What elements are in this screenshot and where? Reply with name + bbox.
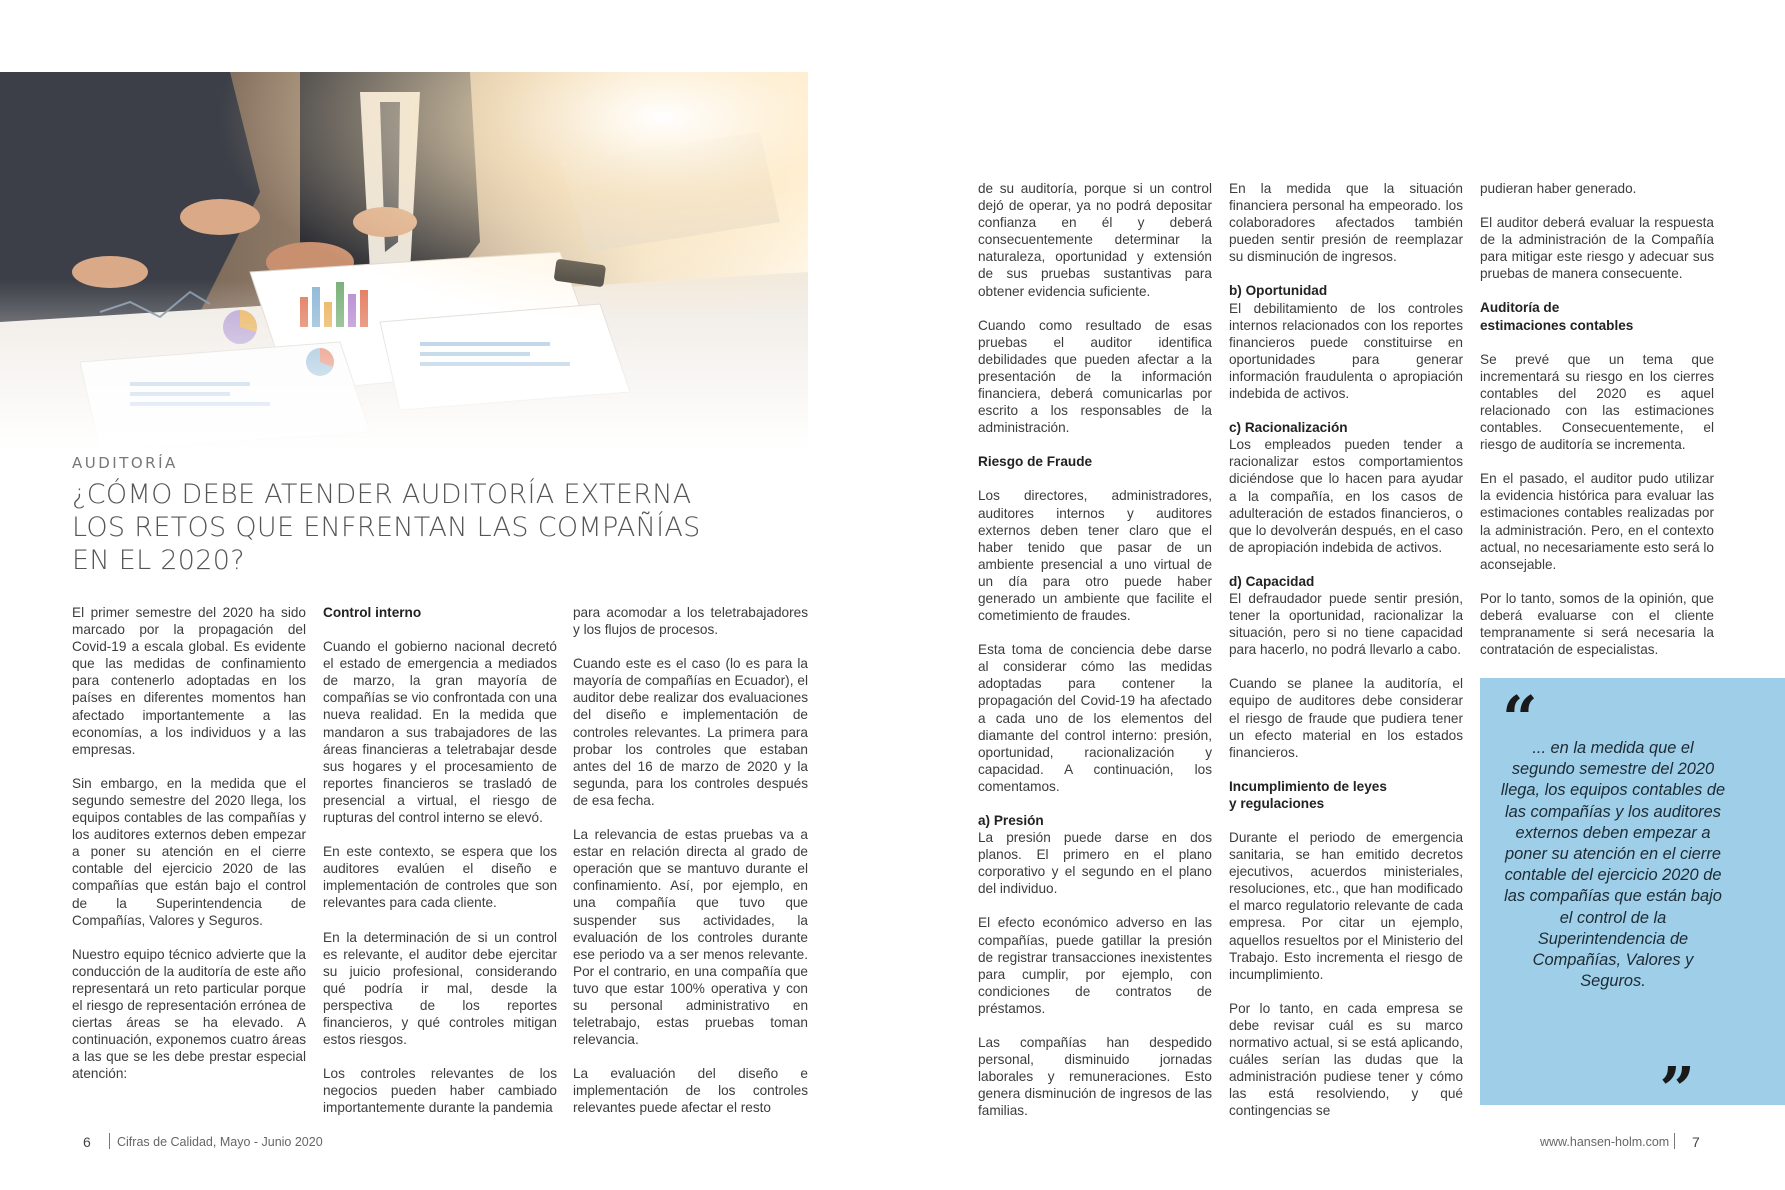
paragraph: El defraudador puede sentir presión, tener la oportunidad, racionalizar la situación, pero si no tiene capacidad para hacerlo, no podrá llevarlo a cabo. [1229, 590, 1463, 658]
paragraph: Por lo tanto, somos de la opinión, que deberá evaluarse con el cliente tempranamente si será necesaria la contratación de especialistas. [1480, 590, 1714, 658]
paragraph: Los empleados pueden tender a racionalizar estos comportamientos diciéndose que lo hacen para ayudar a la compañía, en los casos de adulteración de estados financieros, o que lo devolverán después, en el caso de apropiación indebida de activos. [1229, 437, 1463, 555]
paragraph: La presión puede darse en dos planos. El primero en el plano corporativo y el segundo en el plano del individuo. [978, 830, 1212, 897]
subheading: Riesgo de Fraude [978, 454, 1093, 470]
article-column-4 [978, 180, 1212, 1137]
pull-quote-box [1480, 678, 1785, 1126]
section-label: AUDITORÍA [72, 454, 178, 472]
subheading: c) Racionalización [1229, 420, 1348, 436]
paragraph: En el pasado, el auditor pudo utilizar la evidencia histórica para evaluar las estimaciones contables realizadas por la administración. Pero, en el contexto actual, no necesariamente esto será lo aconsejable. [1480, 471, 1714, 572]
paragraph: Se prevé que un tema que incrementará su riesgo en los cierres contables del 2020 es aquel relacionado con las estimaciones contables. Consecuentemente, el riesgo de auditoría se incrementa. [1480, 351, 1714, 453]
article-headline: ¿CÓMO DEBE ATENDER AUDITORÍA EXTERNA LOS RETOS QUE ENFRENTAN LAS COMPAÑÍAS EN EL 2020? [72, 479, 701, 576]
paragraph: pudieran haber generado. [1480, 181, 1637, 196]
paragraph: de su auditoría, porque si un control dejó de operar, ya no podrá depositar confianza en él y deberá consecuentemente determinar la naturaleza, oportunidad y extensión de sus pruebas sustantivas para obtener evidencia suficiente. [978, 181, 1212, 299]
footer-divider [1674, 1133, 1675, 1149]
paragraph: Cuando este es el caso (lo es para la mayoría de compañías en Ecuador), el auditor debe realizar dos evaluaciones del diseño e implementación de controles relevantes. La primera para probar los controles que estaban antes del 16 de marzo de 2020 y la segunda, para los controles después de esa fecha. [573, 656, 808, 808]
hero-photo [0, 72, 808, 450]
article-column-6 [1480, 180, 1714, 675]
paragraph: El debilitamiento de los controles internos relacionados con los reportes financieros puede constituirse en oportunidades para generar información fraudulenta o apropiación indebida de activos. [1229, 300, 1463, 402]
paragraph: para acomodar a los teletrabajadores y los flujos de procesos. [573, 605, 808, 638]
paragraph: Esta toma de conciencia debe darse al considerar cómo las medidas adoptadas para contener la propagación del Covid-19 ha afectado a cada uno de los elementos del diamante del control interno: presión, oportunidad, racionalización y capacidad. A continuación, los comentamos. [978, 642, 1212, 794]
paragraph: En este contexto, se espera que los auditores evalúen el diseño e implementación de controles que son relevantes para cada cliente. [323, 844, 557, 911]
subheading: estimaciones contables [1480, 317, 1634, 333]
paragraph: Los directores, administradores, auditores internos y auditores externos deben tener claro que el haber tenido que pasar de un ambiente presencial a uno virtual de un día para otro puede haber generado un ambiente que facilite el cometimiento de fraudes. [978, 488, 1212, 624]
subheading: a) Presión [978, 813, 1044, 828]
paragraph: Cuando el gobierno nacional decretó el estado de emergencia a mediados de marzo, la gran mayoría de compañías se vio confrontada con una nueva realidad. En la medida que mandaron a sus trabajadores de las áreas financieras a teletrabajar desde sus hogares y el procesamiento de reportes financieros se trasladó de presencial a virtual, el riesgo de rupturas del control interno se elevó. [323, 639, 557, 826]
paragraph: Por lo tanto, en cada empresa se debe revisar cuál es su marco normativo actual, si se está aplicando, cuáles serían las dudas que la administración pudiese tener y cómo las está resolviendo, y qué contingencias se [1229, 1000, 1463, 1119]
paragraph: Las compañías han despedido personal, disminuido jornadas laborales y remuneraciones. Esto genera disminución de ingresos de las familias. [978, 1035, 1212, 1119]
paragraph: El efecto económico adverso en las compañías, puede gatillar la presión de registrar transacciones inexistentes para cumplir, por ejemplo, con condiciones de contratos de préstamos. [978, 915, 1212, 1016]
subheading: Incumplimiento de leyes [1229, 778, 1387, 794]
paragraph: En la medida que la situación financiera personal ha empeorado. los colaboradores afectados también pueden sentir presión de reemplazar su disminución de ingresos. [1229, 181, 1463, 265]
paragraph: Cuando como resultado de esas pruebas el auditor identifica debilidades que pueden afectar a la presentación de la información financiera, deberá comunicarlas por escrito a los responsables de la administración. [978, 317, 1212, 436]
pull-quote-text: ... en la medida que el segundo semestre del 2020 llega, los equipos contables de las compañías y los auditores externos deben empezar a poner su atención en el cierre contable del ejercicio 2020 de las compañías que están bajo el control de la Superintendencia de Compañías, Valores y Seguros. [1500, 739, 1726, 991]
publication-name: Cifras de Calidad, Mayo - Junio 2020 [117, 1135, 323, 1149]
paragraph: Cuando se planee la auditoría, el equipo de auditores debe considerar el riesgo de fraude que pudiera tener un efecto material en los estados financieros. [1229, 676, 1463, 760]
paragraph: Sin embargo, en la medida que el segundo semestre del 2020 llega, los equipos contables de las compañías y los auditores externos deben empezar a poner su atención en el cierre contable del ejercicio 2020 de las compañías que están bajo el control de la Superintendencia de Compañías, Valores y Seguros. [72, 775, 306, 928]
article-column-1 [72, 604, 306, 1099]
page-number-right: 7 [1692, 1134, 1700, 1150]
subheading: Control interno [323, 605, 422, 620]
article-column-2 [323, 604, 557, 1133]
article-column-3 [573, 604, 808, 1134]
website-link[interactable]: www.hansen-holm.com [1540, 1135, 1670, 1149]
paragraph: Nuestro equipo técnico advierte que la conducción de la auditoría de este año representará un reto particular porque el riesgo de representación errónea de ciertas áreas se ha elevado. A continuación, exponemos cuatro áreas a las que se les debe prestar especial atención: [72, 946, 306, 1082]
page-number-left: 6 [83, 1134, 91, 1150]
paragraph: El primer semestre del 2020 ha sido marcado por la propagación del Covid-19 a escala global. Es evidente que las medidas de confinamiento para contenerlo adoptadas en los países en diferentes momentos han afectado importantemente a las economías, a los individuos y a las empresas. [72, 605, 306, 757]
paragraph: Los controles relevantes de los negocios pueden haber cambiado importantemente durante la pandemia [323, 1066, 557, 1116]
paragraph: Durante el periodo de emergencia sanitaria, se han emitido decretos ejecutivos, acuerdos ministeriales, resoluciones, etc., que han modificado el marco regulatorio relevante de cada empresa. Por citar un ejemplo, aquellos resueltos por el Ministerio del Trabajo. Esto incrementa el riesgo de incumplimiento. [1229, 830, 1463, 982]
close-quote-icon: ” [1659, 1053, 1695, 1126]
paragraph: La relevancia de estas pruebas va a estar en relación directa al grado de operación que se mantuvo durante el confinamiento. Así, por ejemplo, en una compañía que tuvo que suspender sus actividades, la evaluación de los controles durante ese periodo va a ser menos relevante. Por el contrario, en una compañía que tuvo que estar 100% operativa y con su personal administrativo en teletrabajo, estas pruebas toman relevancia. [573, 827, 808, 1048]
footer-divider [109, 1133, 110, 1149]
subheading: b) Oportunidad [1229, 283, 1328, 299]
article-column-5 [1229, 180, 1463, 1137]
paragraph: En la determinación de si un control es relevante, el auditor debe ejercitar su juicio profesional, considerando qué podría ir mal, desde la perspectiva de los reportes financieros, y qué controles mitigan estos riesgos. [323, 929, 557, 1048]
open-quote-icon: “ [1502, 682, 1538, 755]
subheading: Auditoría de [1480, 300, 1560, 316]
paragraph: La evaluación del diseño e implementación de los controles relevantes puede afectar el resto [573, 1066, 808, 1116]
paragraph: El auditor deberá evaluar la respuesta de la administración de la Compañía para mitigar este riesgo y adecuar sus pruebas de manera consecuente. [1480, 215, 1714, 282]
subheading: y regulaciones [1229, 795, 1325, 811]
subheading: d) Capacidad [1229, 573, 1315, 589]
